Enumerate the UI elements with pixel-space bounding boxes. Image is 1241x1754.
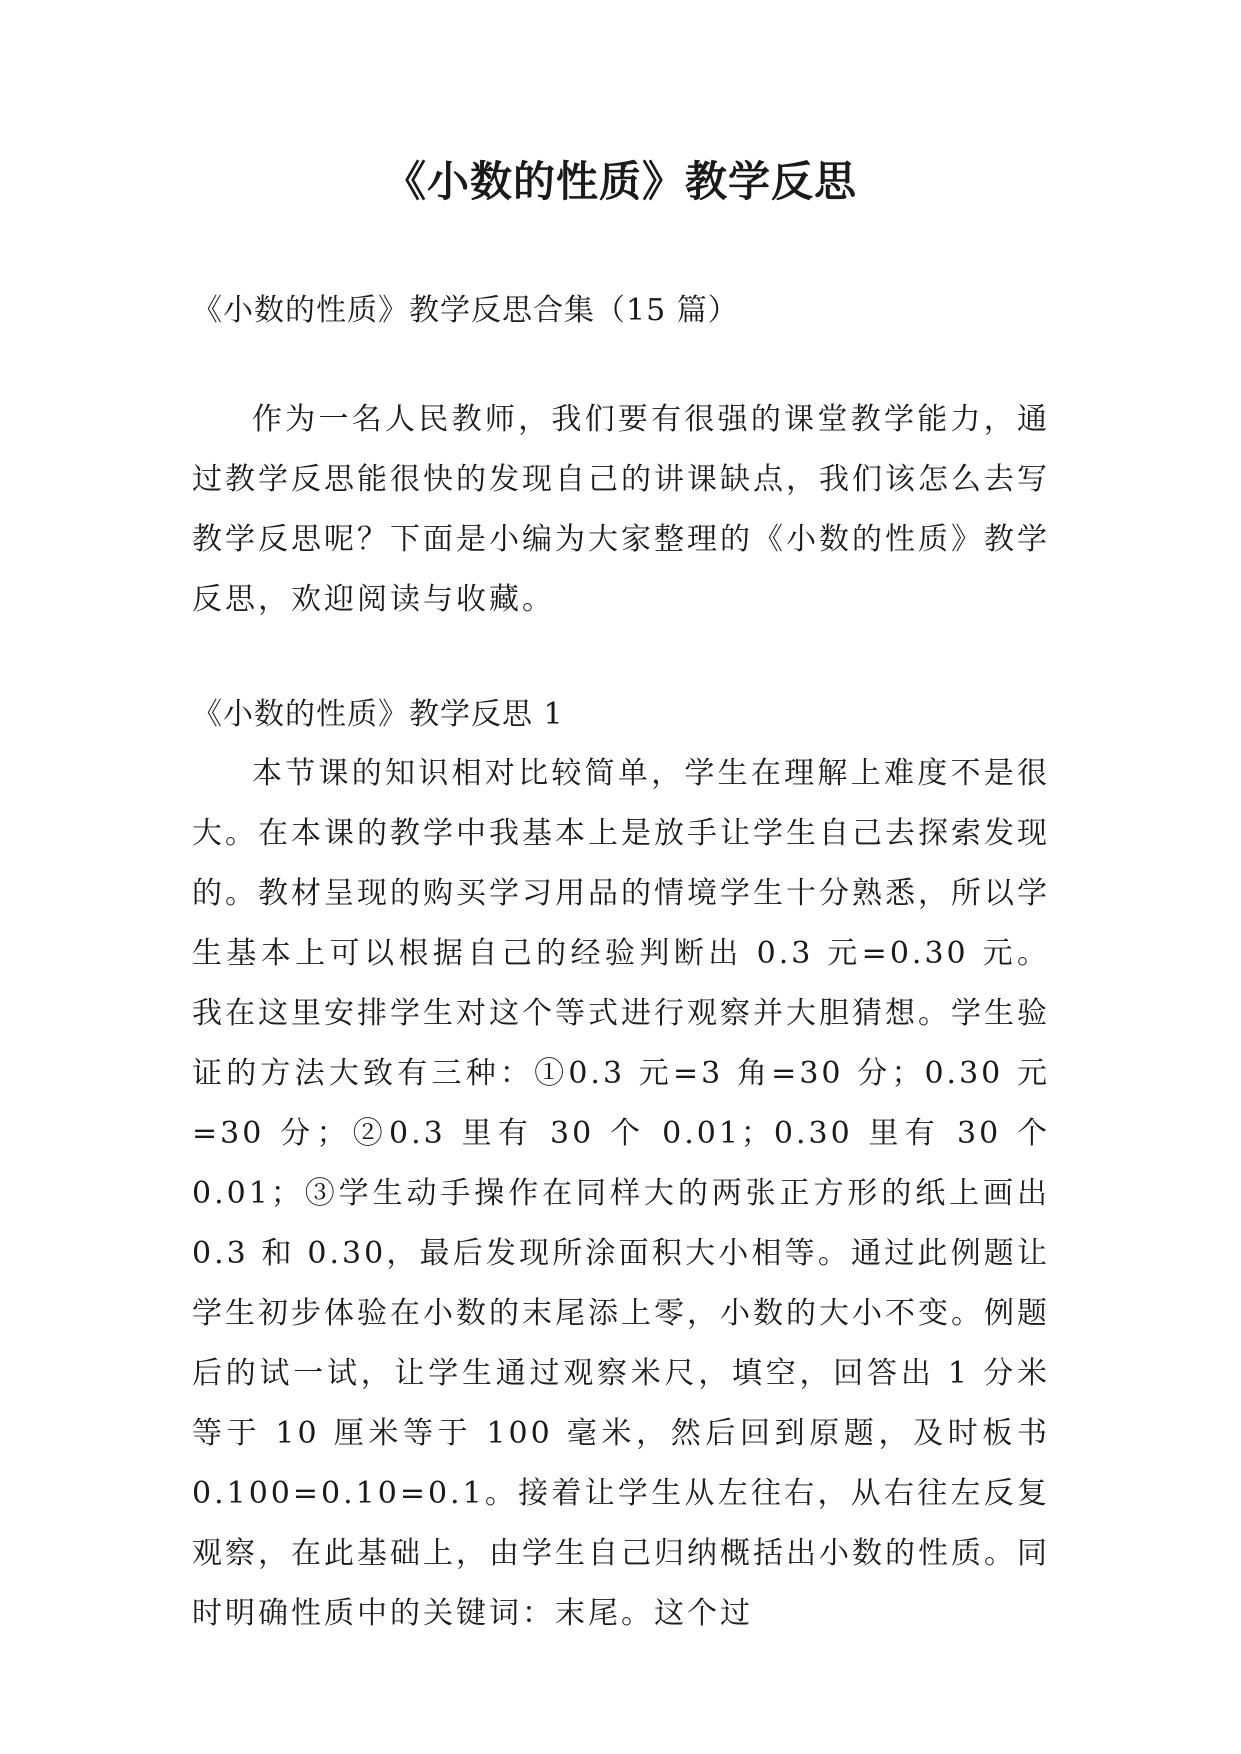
page-title: 《小数的性质》教学反思 <box>383 157 857 206</box>
document-subtitle: 《小数的性质》教学反思合集（15 篇） <box>192 293 739 328</box>
intro-paragraph: 作为一名人民教师，我们要有很强的课堂教学能力，通过教学反思能很快的发现自己的讲课缺点，我们该怎么去写教学反思呢？下面是小编为大家整理的《小数的性质》教学反思，欢迎阅读与收藏。 <box>192 402 1050 617</box>
document-content <box>192 290 1050 1644</box>
section-heading: 《小数的性质》教学反思 1 <box>192 697 564 732</box>
section-body-paragraph: 本节课的知识相对比较简单，学生在理解上难度不是很大。在本课的教学中我基本上是放手让学生自己去探索发现的。教材呈现的购买学习用品的情境学生十分熟悉，所以学生基本上可以根据自己的经验判断出 0.3 元=0.30 元。我在这里安排学生对这个等式进行观察并大胆猜想。学生验证的方法大致有三种：①0.3 元=3 角=30 分；0.30 元=30 分；②0.3 里有 30 个 0.01；0.30 里有 30 个 0.01；③学生动手操作在同样大的两张正方形的纸上画出 0.3 和 0.30，最后发现所涂面积大小相等。通过此例题让学生初步体验在小数的末尾添上零，小数的大小不变。例题后的试一试，让学生通过观察米尺，填空，回答出 1 分米等于 10 厘米等于 100 毫米，然后回到原题，及时板书 0.100=0.10=0.1。接着让学生从左往右，从右往左反复观察，在此基础上，由学生自己归纳概括出小数的性质。同时明确性质中的关键词：末尾。这个过 <box>192 756 1050 1631</box>
